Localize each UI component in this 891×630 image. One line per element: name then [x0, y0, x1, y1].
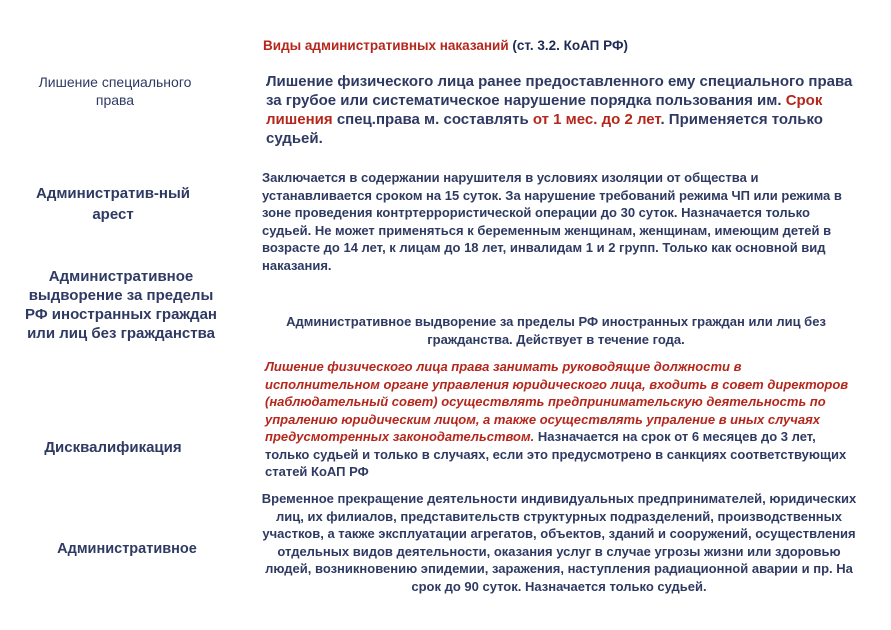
text-disqualification-tail: Назначается на срок от 6 месяцев до 3 лет, только судьей и только в случаях, если это предусмотрено в санкциях соответствующих статей КоАП РФ [265, 429, 847, 479]
text-special-right-part1: Лишение физического лица ранее предоставленного ему специального права за грубое или систематическое нарушение порядка пользования им. [266, 73, 853, 109]
title-main: Виды административных наказаний [263, 38, 509, 53]
text-special-right [266, 72, 866, 148]
label-suspension: Административное [57, 541, 197, 557]
text-disqualification-red: Лишение физического лица права занимать руководящие должности в исполнительном органе управления юридического лица, входить в совет директоров (наблюдательный совет) осуществлять предпринимательскую деятельность по упралению юридическим лицом, а также осуществлять упраление в иных случаях предусмотренных законодательством. [265, 359, 849, 444]
text-expulsion: Административное выдворение за пределы РФ иностранных граждан или лиц без гражданства. Действует в течение года. [286, 314, 826, 347]
text-special-right-red: Срок лишения [266, 92, 823, 128]
text-special-right-part2: спец.права м. составлять [336, 111, 529, 128]
text-disqualification [265, 358, 855, 481]
text-special-right-red2: от 1 мес. до 2 лет [532, 111, 661, 128]
text-suspension: Временное прекращение деятельности индивидуальных предпринимателей, юридических лиц, их филиалов, представительств структурных подразделений, производственных участков, а также эксплуатации агрегатов, объектов, зданий и сооружений, осуществления отдельных видов деятельности, оказания услуг в случае угрозы жизни или здоровью людей, возникновению эпидемии, заражения, наступления радиационной аварии и пр. На срок до 90 суток. Назначается только судьей. [261, 491, 857, 594]
label-special-right: Лишение специального права [38, 74, 192, 108]
label-disqualification: Дисквалификация [44, 439, 182, 456]
text-arrest: Заключается в содержании нарушителя в условиях изоляции от общества и устанавливается сроком на 15 суток. За нарушение требований режима ЧП или режима в зоне проведения контртеррористической операции до 30 суток. Назначается только судьей. Не может применяться к беременным женщинам, женщинам, имеющим детей в возрасте до 14 лет, к лицам до 18 лет, инвалидам 1 и 2 групп. Только как основной вид наказания. [262, 170, 842, 273]
label-arrest: Административ-ный арест [35, 185, 191, 223]
title-ref: (ст. 3.2. КоАП РФ) [512, 38, 628, 53]
label-expulsion: Административное выдворение за пределы РФ иностранных граждан или лиц без гражданства [25, 268, 217, 342]
text-special-right-part3: . Применяется только судьей. [266, 111, 823, 147]
page-title [0, 38, 891, 53]
